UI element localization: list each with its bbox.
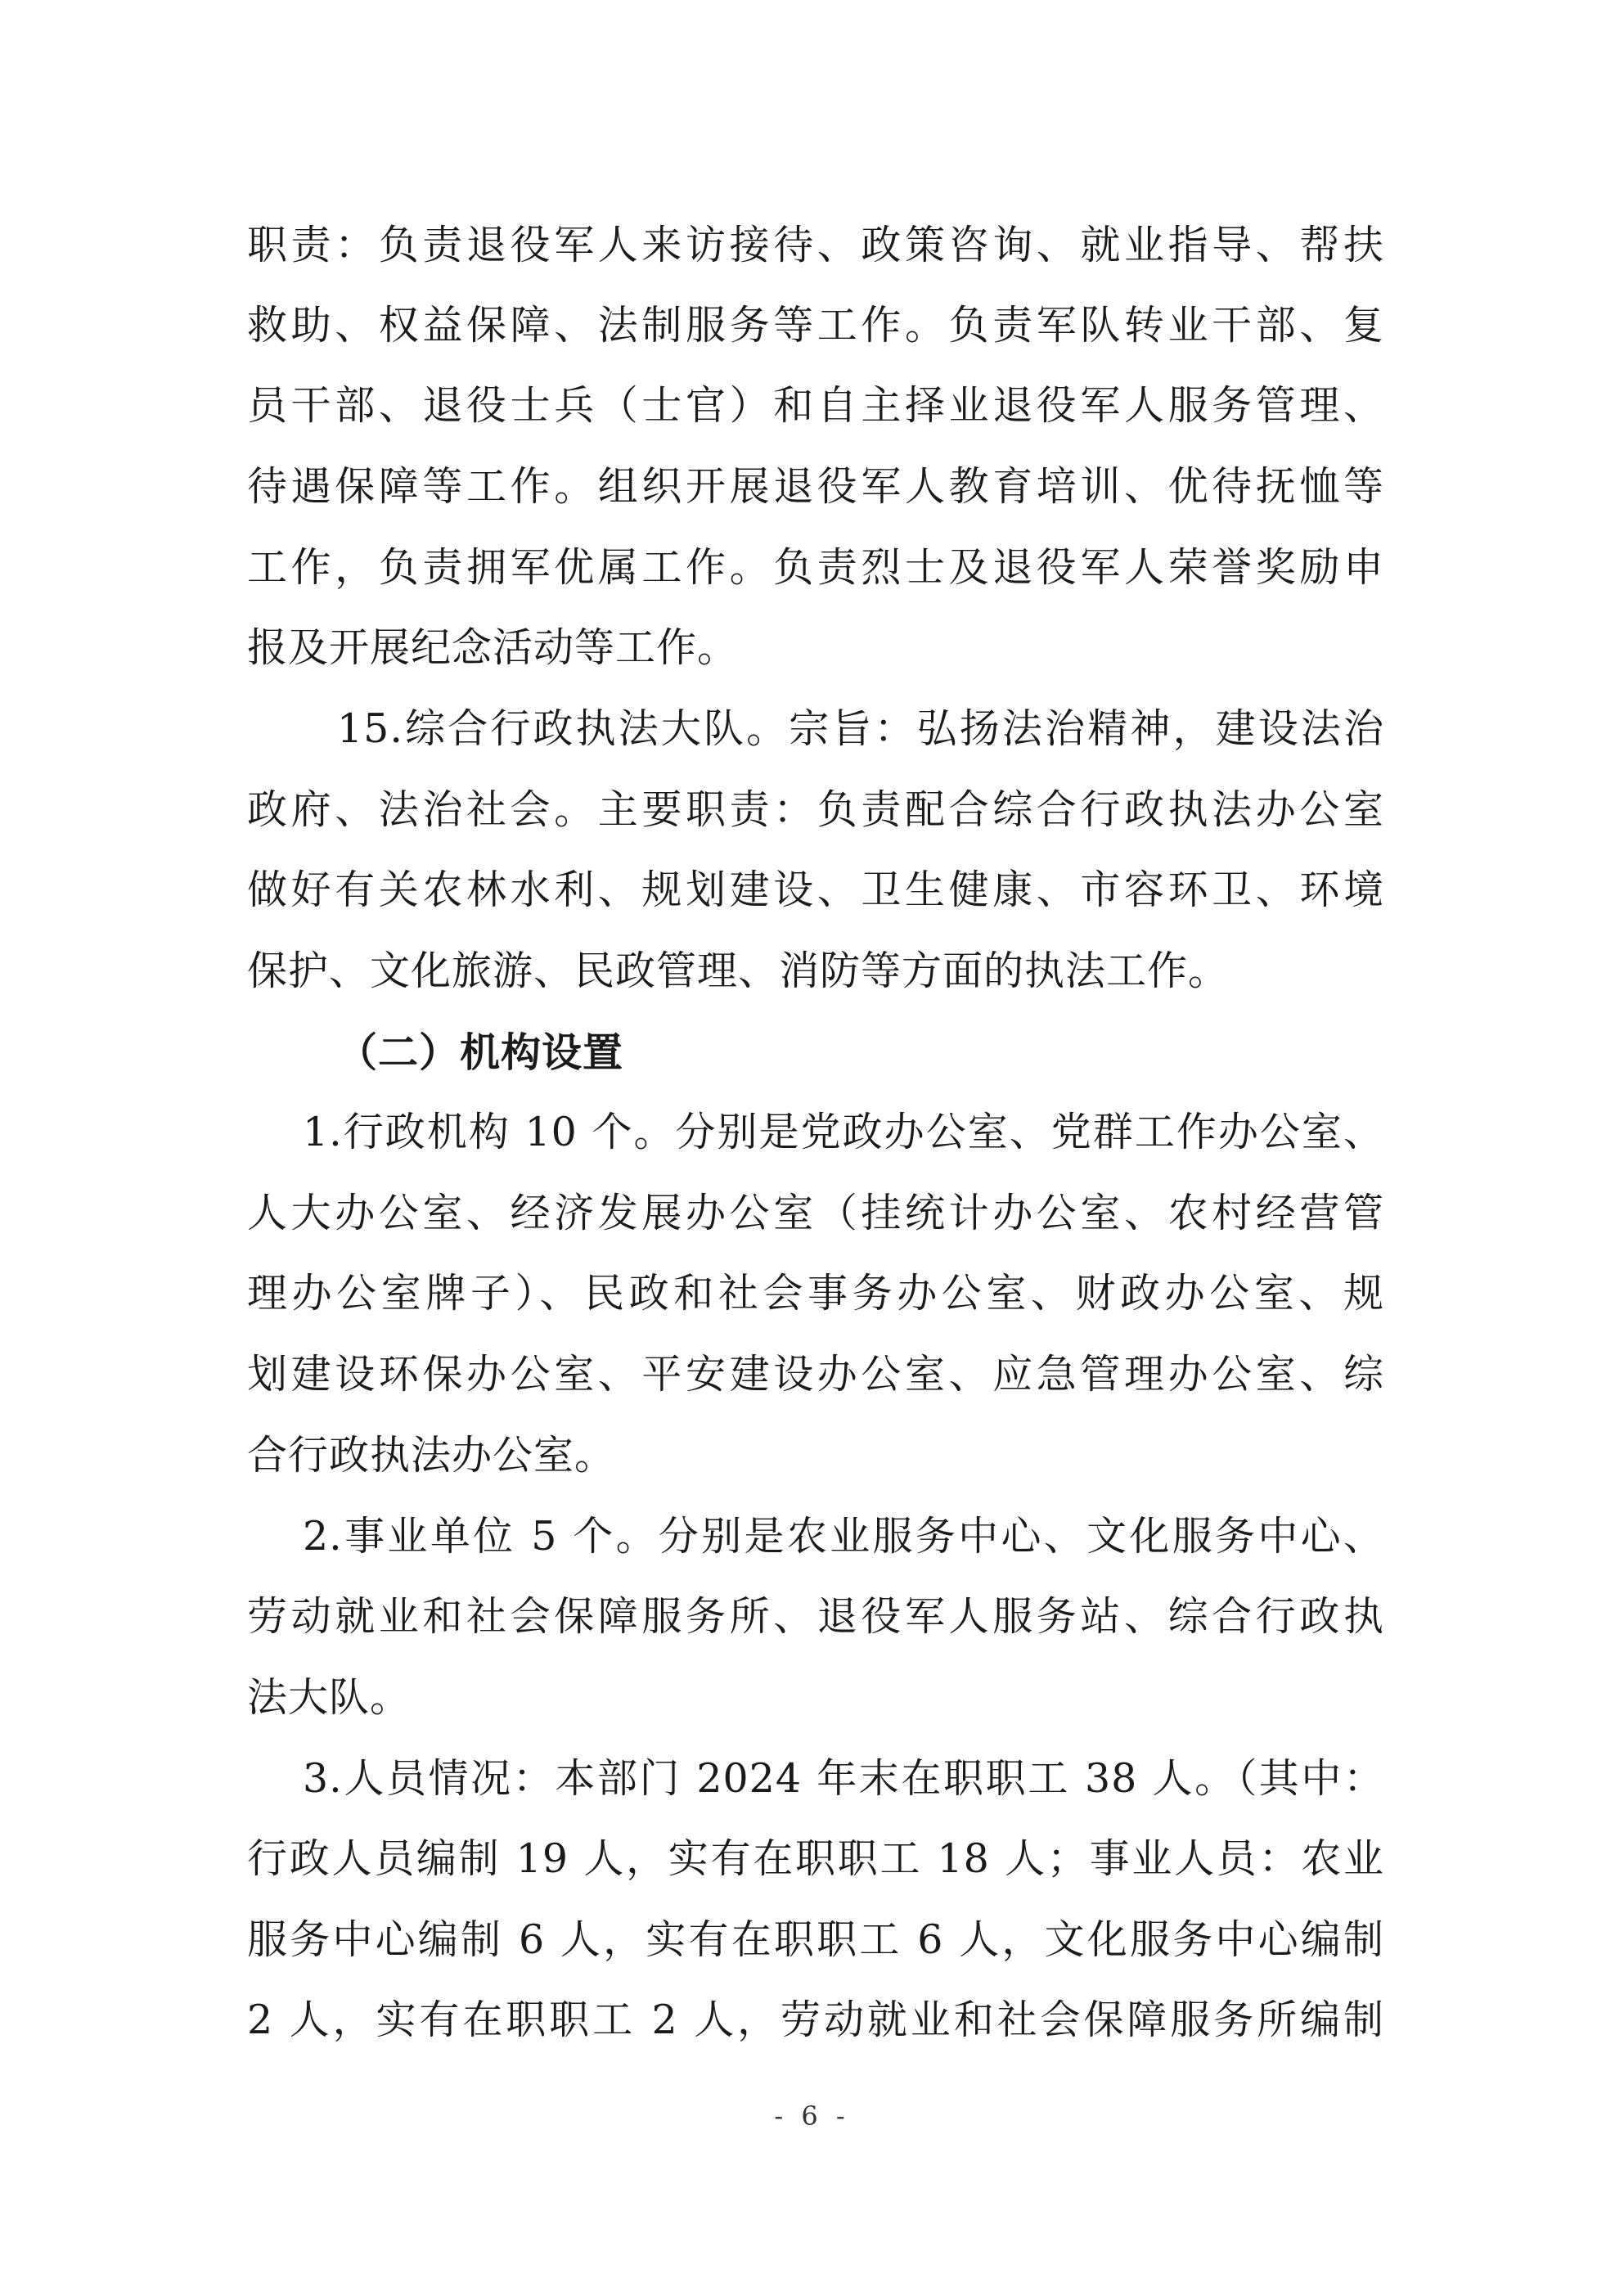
paragraph-line: 政府、法治社会。主要职责：负责配合综合行政执法办公室 [247, 786, 1384, 833]
paragraph-line: 服务中心编制 6 人，实有在职职工 6 人，文化服务中心编制 [247, 1916, 1384, 1963]
paragraph-line: 1.行政机构 10 个。分别是党政办公室、党群工作办公室、 [303, 1109, 1384, 1155]
paragraph-line: 理办公室牌子）、民政和社会事务办公室、财政办公室、规 [247, 1270, 1384, 1317]
paragraph-line: 救助、权益保障、法制服务等工作。负责军队转业干部、复 [247, 302, 1384, 349]
paragraph-line: 人大办公室、经济发展办公室（挂统计办公室、农村经营管 [247, 1190, 1384, 1236]
paragraph-line: 做好有关农林水利、规划建设、卫生健康、市容环卫、环境 [247, 867, 1384, 913]
section-heading: （二）机构设置 [337, 1029, 624, 1076]
paragraph-line: 合行政执法办公室。 [247, 1432, 616, 1479]
paragraph-line: 2.事业单位 5 个。分别是农业服务中心、文化服务中心、 [303, 1513, 1384, 1560]
paragraph-line: 2 人，实有在职职工 2 人，劳动就业和社会保障服务所编制 [247, 1997, 1384, 2043]
paragraph-line: 报及开展纪念活动等工作。 [247, 624, 739, 671]
paragraph-line: 3.人员情况：本部门 2024 年末在职职工 38 人。（其中： [303, 1755, 1384, 1802]
paragraph-line: 工作，负责拥军优属工作。负责烈士及退役军人荣誉奖励申 [247, 544, 1384, 591]
paragraph-line: 法大队。 [247, 1674, 412, 1721]
paragraph-line: 职责：负责退役军人来访接待、政策咨询、就业指导、帮扶 [247, 222, 1384, 268]
paragraph-line: 劳动就业和社会保障服务所、退役军人服务站、综合行政执 [247, 1593, 1384, 1640]
paragraph-line: 保护、文化旅游、民政管理、消防等方面的执法工作。 [247, 948, 1230, 994]
paragraph-line: 员干部、退役士兵（士官）和自主择业退役军人服务管理、 [247, 382, 1384, 429]
paragraph-line: 15.综合行政执法大队。宗旨：弘扬法治精神，建设法治 [337, 705, 1384, 752]
page-number: - 6 - [774, 2100, 850, 2132]
paragraph-line: 待遇保障等工作。组织开展退役军人教育培训、优待抚恤等 [247, 463, 1384, 510]
paragraph-line: 行政人员编制 19 人，实有在职职工 18 人；事业人员：农业 [247, 1835, 1384, 1882]
paragraph-line: 划建设环保办公室、平安建设办公室、应急管理办公室、综 [247, 1351, 1384, 1398]
